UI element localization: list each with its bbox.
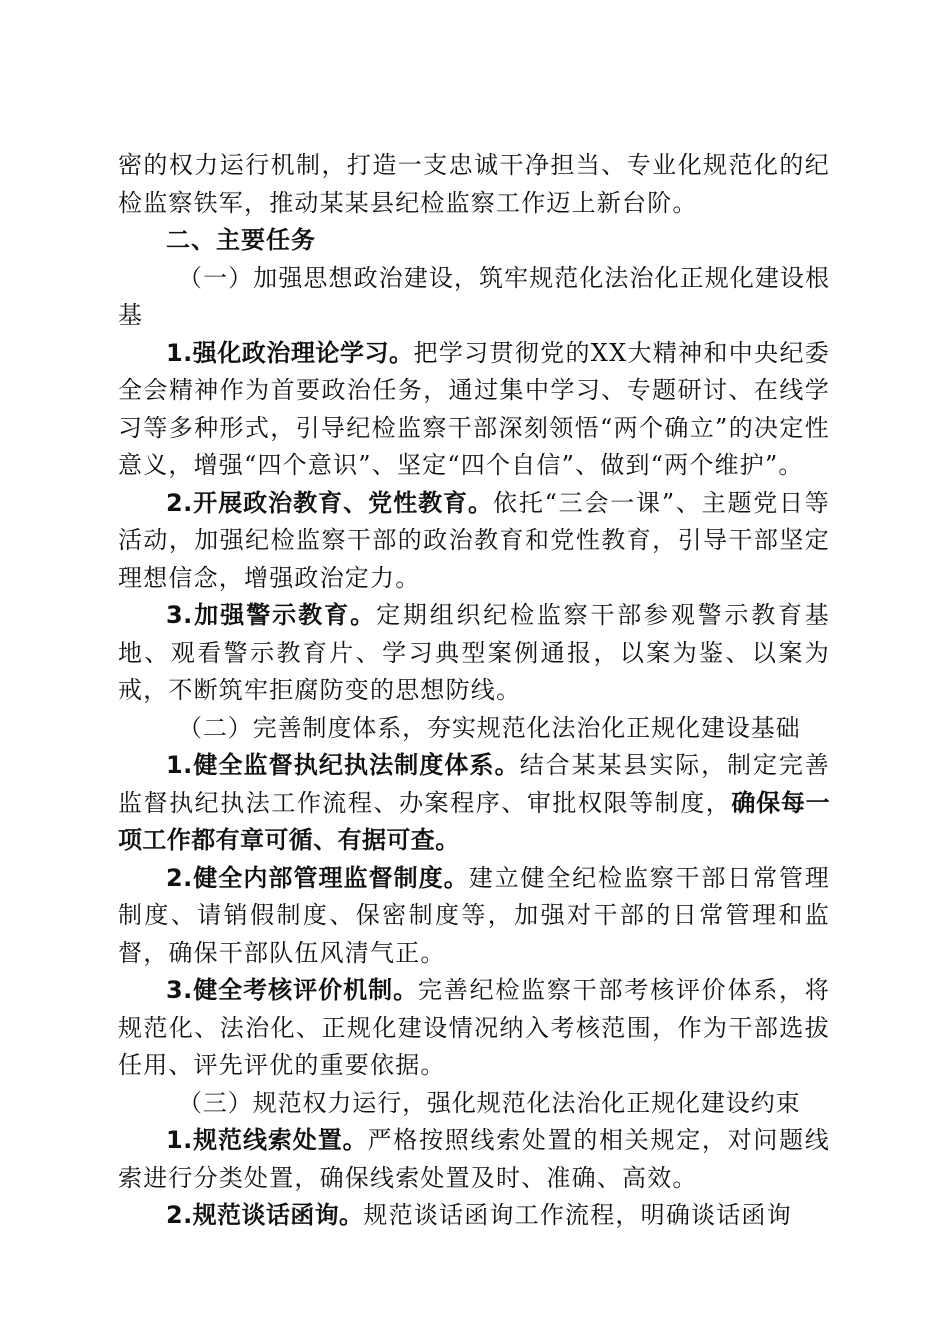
task-lead: 1.强化政治理论学习。: [166, 338, 414, 367]
task-text: 依托“三会一课”、主题党日等活动，加强纪检监察干部的政治教育和党性教育，引导干部坚定理想信念，增强政治定力。: [118, 488, 831, 592]
task-paragraph-2-1: [118, 747, 830, 860]
task-paragraph-3-1: [118, 1122, 830, 1197]
task-text: 严格按照线索处置的相关规定，对问题线索进行分类处置，确保线索处置及时、准确、高效。: [118, 1126, 830, 1192]
task-lead: 3.健全考核评价机制。: [166, 976, 419, 1004]
task-text: 完善纪检监察干部考核评价体系，将规范化、法治化、正规化建设情况纳入考核范围，作为干部选拔任用、评先评优的重要依据。: [118, 976, 830, 1079]
paragraph-text: 密的权力运行机制，打造一支忠诚干净担当、专业化规范化的纪检监察铁军，推动某某县纪检监察工作迈上新台阶。: [118, 151, 830, 217]
subsection-heading-2: [118, 710, 830, 748]
subsection-heading-text: （二）完善制度体系，夯实规范化法治化正规化建设基础: [178, 713, 801, 742]
task-paragraph-2-2: [118, 860, 830, 973]
task-paragraph-3-2: [118, 1197, 830, 1235]
task-paragraph-2-3: [118, 972, 830, 1085]
task-lead: 1.健全监督执纪执法制度体系。: [166, 751, 520, 779]
task-text: 定期组织纪检监察干部参观警示教育基地、观看警示教育片、学习典型案例通报，以案为鉴、以案为戒，不断筑牢拒腐防变的思想防线。: [118, 601, 830, 704]
task-text: 建立健全纪检监察干部日常管理制度、请销假制度、保密制度等，加强对干部的日常管理和监督，确保干部队伍风清气正。: [118, 863, 830, 967]
subsection-heading-text: （三）规范权力运行，强化规范化法治化正规化建设约束: [178, 1088, 801, 1117]
task-lead: 2.健全内部管理监督制度。: [166, 863, 469, 892]
task-text: 把学习贯彻党的XX大精神和中央纪委全会精神作为首要政治任务，通过集中学习、专题研讨、在线学习等多种形式，引导纪检监察干部深刻领悟“两个确立”的决定性意义，增强“四个意识”、坚定“四个自信”、做到“两个维护”。: [118, 338, 830, 479]
subsection-heading-1: [118, 260, 830, 335]
task-lead: 2.规范谈话函询。: [166, 1201, 364, 1229]
subsection-heading-text: （一）加强思想政治建设，筑牢规范化法治化正规化建设根基: [118, 263, 830, 329]
task-text: 规范谈话函询工作流程，明确谈话函询: [363, 1201, 792, 1229]
task-emphasis: 确保每一项工作都有章可循、有据可查。: [118, 788, 830, 854]
task-text: 结合某某县实际，制定完善监督执纪执法工作流程、办案程序、审批权限等制度，: [118, 751, 830, 817]
section-heading-text: 二、主要任务: [166, 226, 316, 254]
paragraph-continuation: [118, 147, 830, 222]
document-body: [118, 147, 830, 1235]
task-paragraph-1-2: [118, 485, 830, 598]
subsection-heading-3: [118, 1085, 830, 1123]
task-lead: 3.加强警示教育。: [166, 601, 377, 629]
task-lead: 2.开展政治教育、党性教育。: [166, 488, 494, 517]
task-paragraph-1-1: [118, 335, 830, 485]
section-heading: [118, 222, 830, 260]
task-paragraph-1-3: [118, 597, 830, 710]
task-lead: 1.规范线索处置。: [166, 1126, 368, 1154]
